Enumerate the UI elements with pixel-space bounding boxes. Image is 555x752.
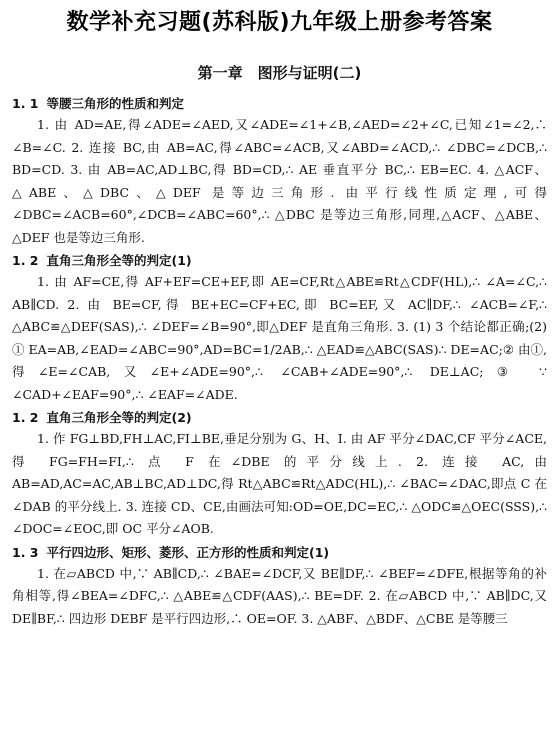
section-heading xyxy=(12,94,547,114)
chapter-heading: 第一章 图形与证明(二) xyxy=(197,64,362,82)
section-title: 直角三角形全等的判定(1) xyxy=(46,253,192,268)
section-1-2-b xyxy=(12,408,547,541)
section-heading xyxy=(12,408,547,428)
section-number: 1. 2 xyxy=(12,410,39,425)
section-1-1 xyxy=(12,94,547,249)
section-heading xyxy=(12,251,547,271)
section-body: 1. 由 AD=AE,得∠ADE=∠AED,又∠ADE=∠1+∠B,∠AED=∠2+∠C,已知∠1=∠2,∴ ∠B=∠C. 2. 连接 BC,由 AB=AC,得∠ABC=∠ACB,又∠ABD=∠ACD,∴ ∠DBC=∠DCB,∴ BD=CD. 3. 由 AB=AC,AD⊥BC,得 BD=CD,∴ AE 垂直平分 BC,∴ EB=EC. 4. △ACF、△ABE、△DBC、△DEF 是等边三角形. 由平行线性质定理,可得∠DBC=∠ACB=60°,∠DCB=∠ABC=60°,∴ △DBC 是等边三角形,同理,△ACF、△ABE、△DEF 也是等边三角形. xyxy=(12,117,547,245)
section-title: 等腰三角形的性质和判定 xyxy=(46,96,185,111)
section-title: 平行四边形、矩形、菱形、正方形的性质和判定(1) xyxy=(46,544,330,560)
section-title: 直角三角形全等的判定(2) xyxy=(46,410,192,425)
section-1-2-a xyxy=(12,251,547,406)
section-number: 1. 3 xyxy=(12,544,39,560)
section-body: 1. 在▱ABCD 中,∵ AB∥CD,∴ ∠BAE=∠DCF,又 BE∥DF,∴ ∠BEF=∠DFE,根据等角的补角相等,得∠BEA=∠DFC,∴ △ABE≌△CDF(AAS),∴ BE=DF. 2. 在▱ABCD 中,∵ AB∥DC,又 DE∥BF,∴ 四边形 DEBF 是平行四边形,∴ OE=OF. 3. △ABF、△BDF、△CBE 是等腰三 xyxy=(12,565,547,626)
section-body: 1. 作 FG⊥BD,FH⊥AC,FI⊥BE,垂足分别为 G、H、I. 由 AF 平分∠DAC,CF 平分∠ACE,得 FG=FH=FI,∴ 点 F 在∠DBE 的平分线上. 2. 连接 AC,由 AB=AD,AC=AC,AB⊥BC,AD⊥DC,得 Rt△ABC≌Rt△ADC(HL),∴ ∠BAC=∠DAC,即点 C 在∠DAB 的平分线上. 3. 连接 CD、CE,由画法可知:OD=OE,DC=EC,∴ △ODC≌△OEC(SSS),∴ ∠DOC=∠EOC,即 OC 平分∠AOB. xyxy=(12,431,547,536)
section-number: 1. 1 xyxy=(12,96,39,111)
section-1-3 xyxy=(12,543,547,631)
section-body: 1. 由 AF=CE,得 AF+EF=CE+EF,即 AE=CF,Rt△ABE≌Rt△CDF(HL),∴ ∠A=∠C,∴ AB∥CD. 2. 由 BE=CF,得 BE+EC=CF+EC,即 BC=EF,又 AC∥DF,∴ ∠ACB=∠F,∴ △ABC≌△DEF(SAS),∴ ∠DEF=∠B=90°,即△DEF 是直角三角形. 3. (1) 3 个结论都正确;(2) ① EA=AB,∠EAD=∠ABC=90°,AD=BC=1/2AB,∴ △EAD≌△ABC(SAS)∴ DE=AC;② 由①,得∠E=∠CAB,又∠E+∠ADE=90°,∴ ∠CAB+∠ADE=90°,∴ DE⊥AC;③ ∵ ∠CAD+∠EAF=90°,∴ ∠EAF=∠ADE. xyxy=(12,274,547,402)
page-title: 数学补充习题(苏科版)九年级上册参考答案 xyxy=(66,10,493,35)
section-heading xyxy=(12,543,547,563)
section-number: 1. 2 xyxy=(12,253,39,268)
